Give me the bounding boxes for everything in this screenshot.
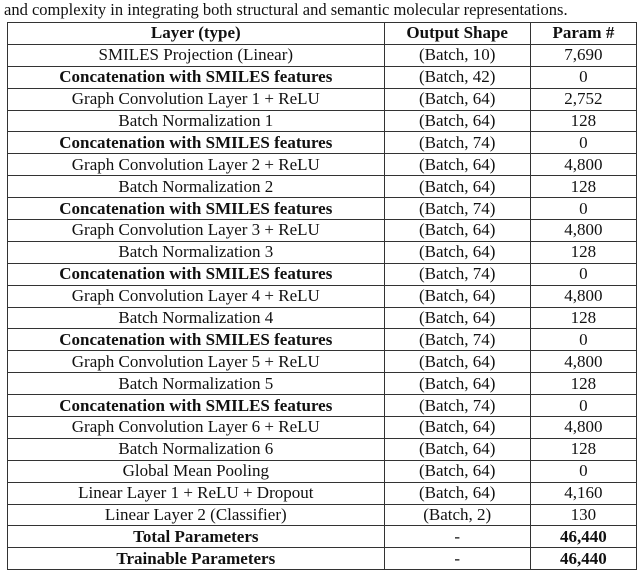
shape-cell: (Batch, 74) (384, 263, 530, 285)
totals-row (8, 526, 637, 548)
params-cell: 4,800 (530, 351, 636, 373)
table-row (8, 263, 637, 285)
shape-cell: (Batch, 64) (384, 110, 530, 132)
params-cell: 4,800 (530, 285, 636, 307)
shape-cell: (Batch, 64) (384, 154, 530, 176)
shape-cell: (Batch, 64) (384, 351, 530, 373)
table-row (8, 44, 637, 66)
header-layer: Layer (type) (8, 23, 385, 45)
layer-cell: Concatenation with SMILES features (8, 329, 385, 351)
header-params: Param # (530, 23, 636, 45)
table-row (8, 395, 637, 417)
table-row (8, 154, 637, 176)
shape-cell: (Batch, 64) (384, 88, 530, 110)
shape-cell: (Batch, 64) (384, 417, 530, 439)
total-label-cell: Total Parameters (8, 526, 385, 548)
layer-cell: SMILES Projection (Linear) (8, 44, 385, 66)
table-row (8, 198, 637, 220)
shape-cell: (Batch, 74) (384, 329, 530, 351)
params-cell: 128 (530, 176, 636, 198)
layer-cell: Concatenation with SMILES features (8, 198, 385, 220)
table-row (8, 460, 637, 482)
table-row (8, 438, 637, 460)
total-shape-cell: - (384, 526, 530, 548)
shape-cell: (Batch, 2) (384, 504, 530, 526)
params-cell: 4,800 (530, 154, 636, 176)
params-cell: 130 (530, 504, 636, 526)
table-row (8, 241, 637, 263)
total-value-cell: 46,440 (530, 548, 636, 570)
layer-cell: Linear Layer 2 (Classifier) (8, 504, 385, 526)
shape-cell: (Batch, 64) (384, 220, 530, 242)
params-cell: 128 (530, 373, 636, 395)
shape-cell: (Batch, 64) (384, 285, 530, 307)
layer-cell: Batch Normalization 4 (8, 307, 385, 329)
params-cell: 128 (530, 438, 636, 460)
table-row (8, 220, 637, 242)
params-cell: 4,800 (530, 417, 636, 439)
params-cell: 0 (530, 132, 636, 154)
shape-cell: (Batch, 64) (384, 241, 530, 263)
layer-cell: Concatenation with SMILES features (8, 66, 385, 88)
table-row (8, 417, 637, 439)
layer-cell: Graph Convolution Layer 3 + ReLU (8, 220, 385, 242)
layer-cell: Batch Normalization 1 (8, 110, 385, 132)
table-header-row (8, 23, 637, 45)
params-cell: 7,690 (530, 44, 636, 66)
total-label-cell: Trainable Parameters (8, 548, 385, 570)
params-cell: 0 (530, 395, 636, 417)
table-row (8, 504, 637, 526)
layer-cell: Graph Convolution Layer 2 + ReLU (8, 154, 385, 176)
params-cell: 128 (530, 110, 636, 132)
params-cell: 2,752 (530, 88, 636, 110)
shape-cell: (Batch, 64) (384, 460, 530, 482)
shape-cell: (Batch, 74) (384, 132, 530, 154)
layer-cell: Concatenation with SMILES features (8, 263, 385, 285)
model-summary-table (7, 22, 637, 570)
layer-cell: Global Mean Pooling (8, 460, 385, 482)
header-output-shape: Output Shape (384, 23, 530, 45)
shape-cell: (Batch, 64) (384, 176, 530, 198)
params-cell: 4,800 (530, 220, 636, 242)
shape-cell: (Batch, 64) (384, 482, 530, 504)
shape-cell: (Batch, 74) (384, 198, 530, 220)
layer-cell: Graph Convolution Layer 1 + ReLU (8, 88, 385, 110)
params-cell: 0 (530, 66, 636, 88)
layer-cell: Concatenation with SMILES features (8, 132, 385, 154)
shape-cell: (Batch, 64) (384, 373, 530, 395)
total-shape-cell: - (384, 548, 530, 570)
table-row (8, 88, 637, 110)
params-cell: 0 (530, 460, 636, 482)
table-row (8, 307, 637, 329)
total-value-cell: 46,440 (530, 526, 636, 548)
layer-cell: Graph Convolution Layer 4 + ReLU (8, 285, 385, 307)
shape-cell: (Batch, 42) (384, 66, 530, 88)
table-row (8, 132, 637, 154)
table-row (8, 66, 637, 88)
layer-cell: Batch Normalization 3 (8, 241, 385, 263)
layer-cell: Batch Normalization 6 (8, 438, 385, 460)
params-cell: 0 (530, 329, 636, 351)
table-row (8, 285, 637, 307)
layer-cell: Graph Convolution Layer 5 + ReLU (8, 351, 385, 373)
params-cell: 128 (530, 307, 636, 329)
shape-cell: (Batch, 74) (384, 395, 530, 417)
params-cell: 0 (530, 198, 636, 220)
shape-cell: (Batch, 10) (384, 44, 530, 66)
table-row (8, 351, 637, 373)
params-cell: 128 (530, 241, 636, 263)
layer-cell: Concatenation with SMILES features (8, 395, 385, 417)
shape-cell: (Batch, 64) (384, 307, 530, 329)
layer-cell: Batch Normalization 5 (8, 373, 385, 395)
totals-row (8, 548, 637, 570)
layer-cell: Batch Normalization 2 (8, 176, 385, 198)
table-row (8, 176, 637, 198)
table-row (8, 110, 637, 132)
layer-cell: Graph Convolution Layer 6 + ReLU (8, 417, 385, 439)
table-row (8, 482, 637, 504)
caption-text: and complexity in integrating both structural and semantic molecular representations. (4, 0, 568, 19)
shape-cell: (Batch, 64) (384, 438, 530, 460)
params-cell: 0 (530, 263, 636, 285)
layer-cell: Linear Layer 1 + ReLU + Dropout (8, 482, 385, 504)
table-row (8, 329, 637, 351)
params-cell: 4,160 (530, 482, 636, 504)
table-row (8, 373, 637, 395)
